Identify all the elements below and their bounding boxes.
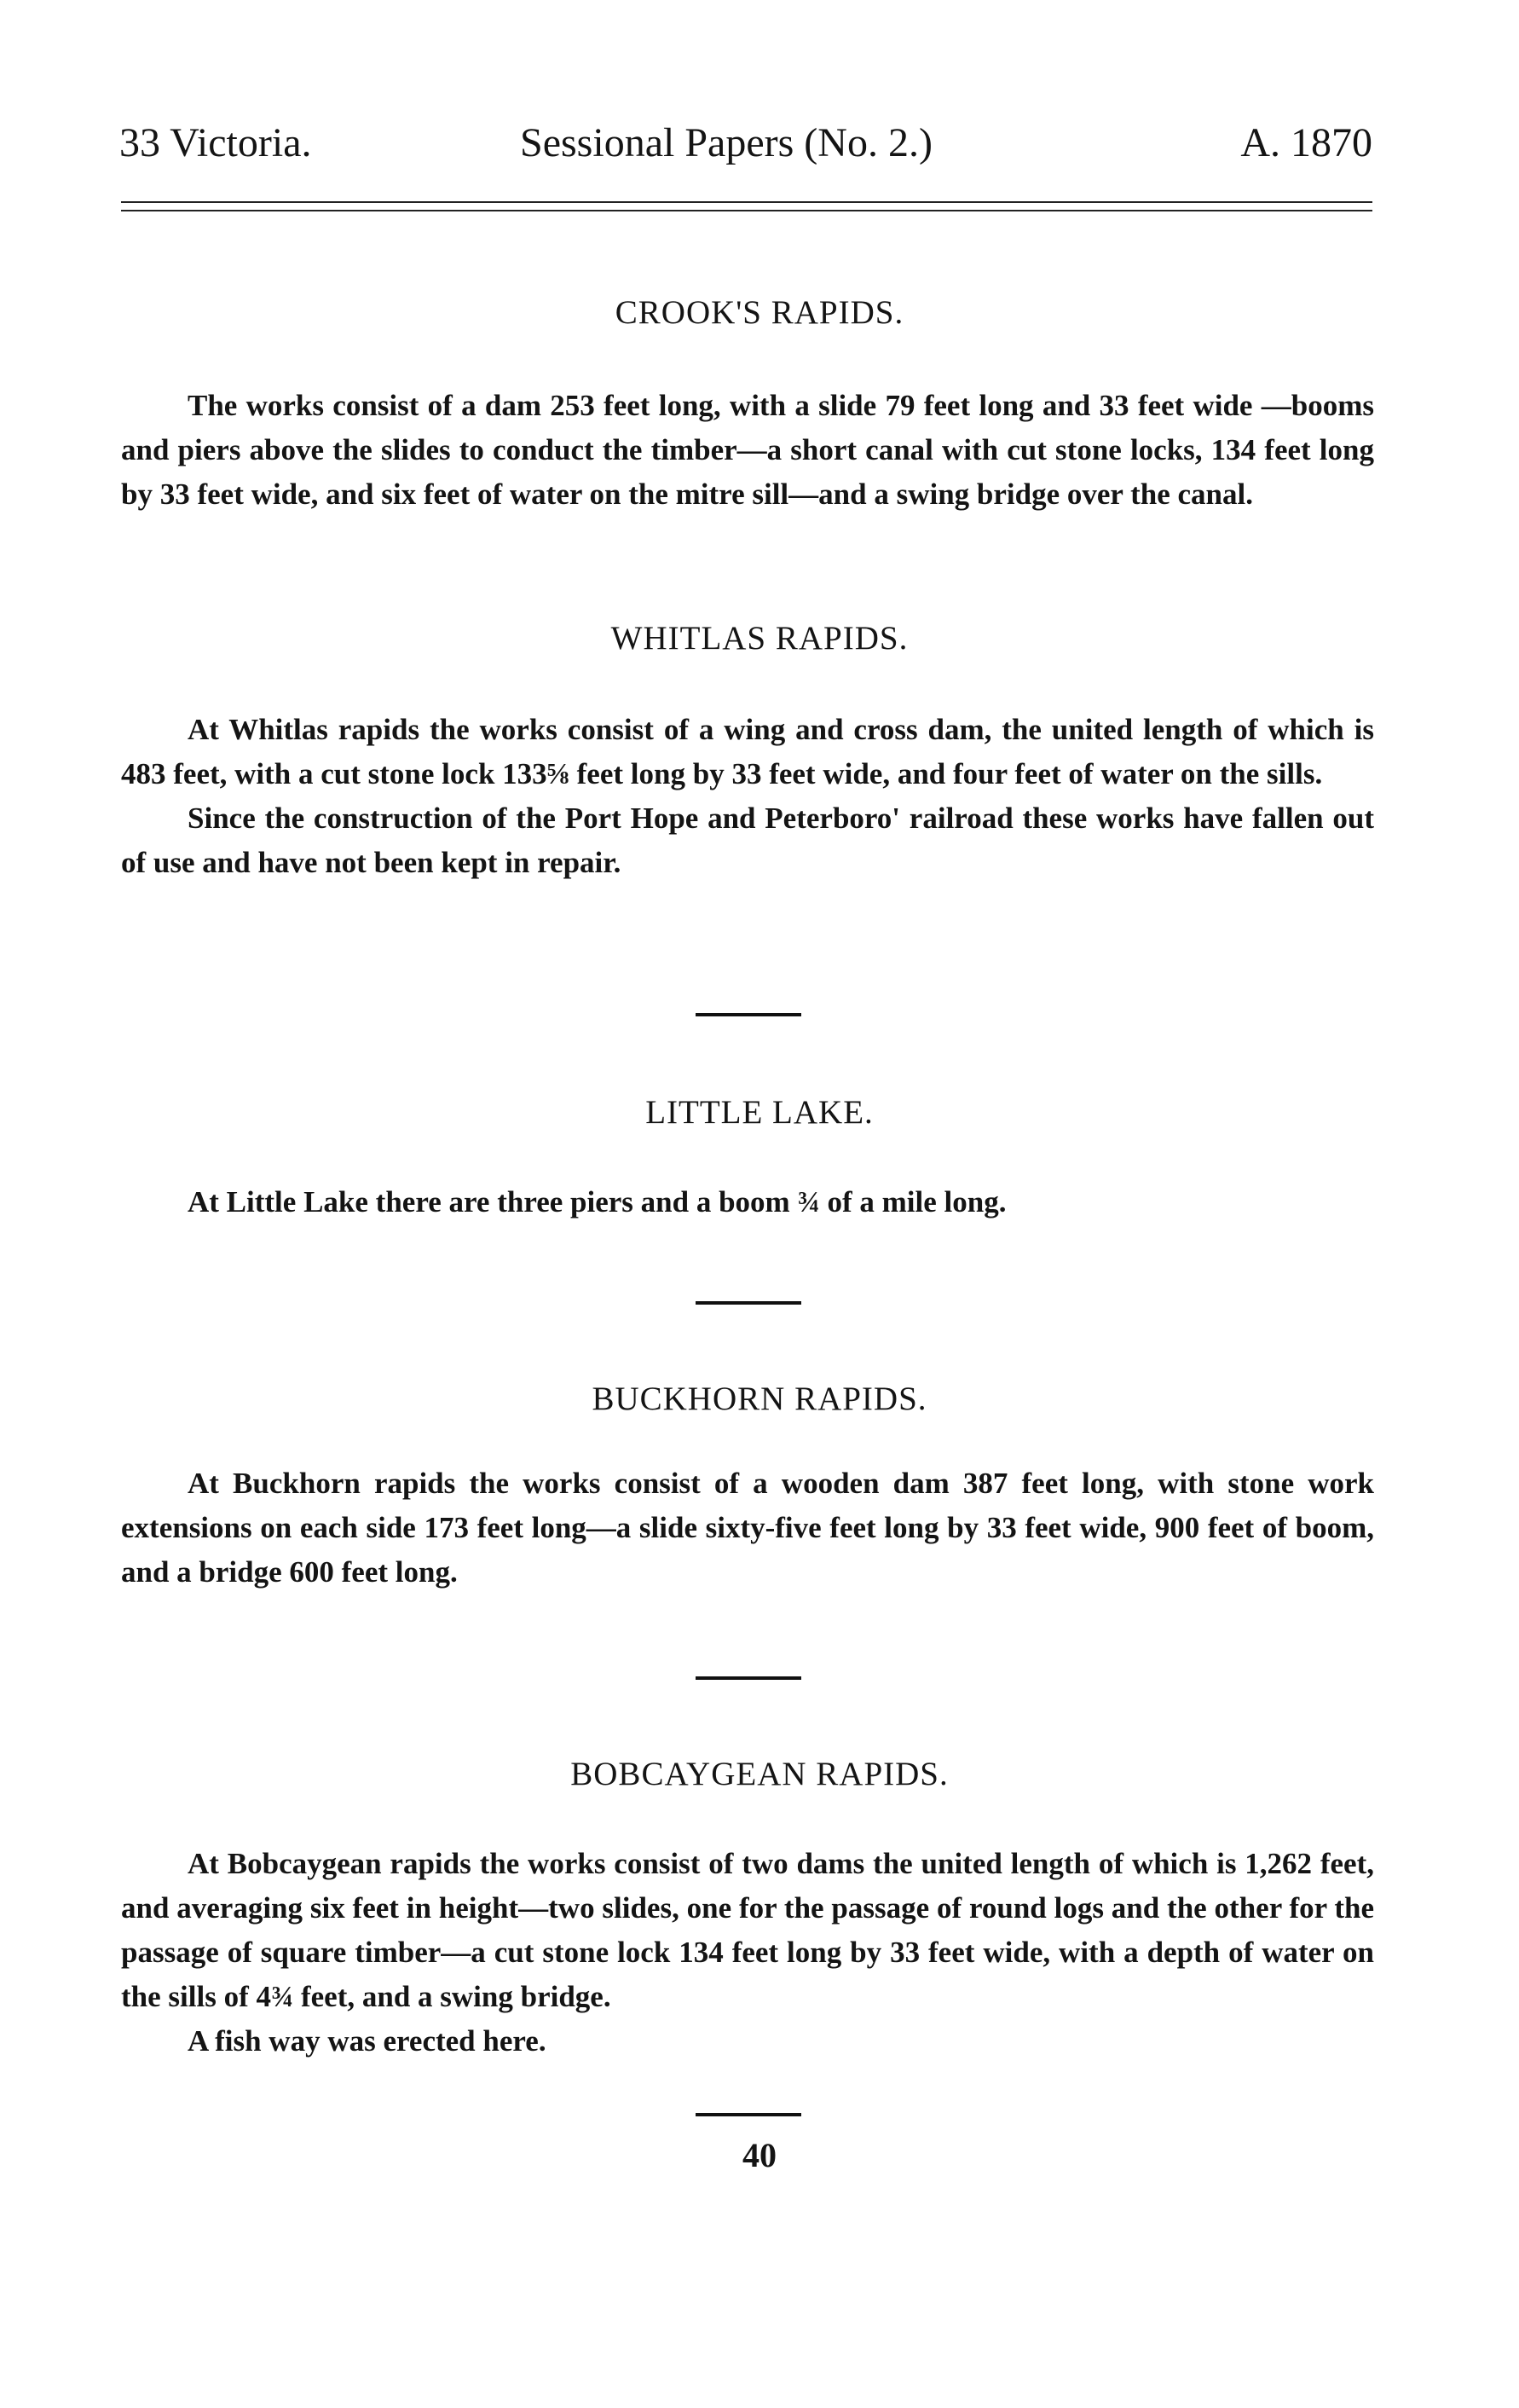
- paragraph: At Little Lake there are three piers and a boom ¾ of a mile long.: [188, 1185, 1007, 1218]
- running-header: [119, 119, 1372, 188]
- header-volume: 33 Victoria.: [119, 120, 312, 165]
- section-body: [121, 1842, 1374, 2064]
- section-separator: [696, 1301, 801, 1305]
- paragraph: At Buckhorn rapids the works consist of a wooden dam 387 feet long, with stone work extensions on each side 173 feet long—a slide sixty-five feet long by 33 feet wide, 900 feet of boom, and a bridge 600 feet long.: [121, 1467, 1374, 1589]
- section-heading: BOBCAYGEAN RAPIDS.: [570, 1756, 949, 1792]
- section-body: [121, 708, 1374, 885]
- section-body: [121, 384, 1374, 517]
- header-title: Sessional Papers (No. 2.): [520, 120, 933, 165]
- footer-separator: [696, 2113, 801, 2116]
- paragraph: The works consist of a dam 253 feet long, with a slide 79 feet long and 33 feet wide —booms and piers above the slides to conduct the timber—a short canal with cut stone locks, 134 feet long by 33 feet wide, and six feet of water on the mitre sill—and a swing bridge over the canal.: [121, 389, 1374, 511]
- header-rule-top: [121, 201, 1372, 203]
- paragraph: Since the construction of the Port Hope and Peterboro' railroad these works have fallen out of use and have not been kept in repair.: [121, 802, 1374, 879]
- section-separator: [696, 1676, 801, 1680]
- section-heading: BUCKHORN RAPIDS.: [592, 1381, 927, 1417]
- paragraph: At Bobcaygean rapids the works consist of two dams the united length of which is 1,262 feet, and averaging six feet in height—two slides, one for the passage of round logs and the other for the passage of square timber—a cut stone lock 134 feet long by 33 feet wide, with a depth of water on the sills of 4¾ feet, and a swing bridge.: [121, 1847, 1374, 2013]
- section-separator: [696, 1013, 801, 1016]
- section-heading: CROOK'S RAPIDS.: [615, 294, 904, 331]
- section-heading: LITTLE LAKE.: [645, 1094, 874, 1131]
- section-heading: WHITLAS RAPIDS.: [610, 620, 909, 657]
- section-body: [121, 1180, 1374, 1224]
- section-body: [121, 1462, 1374, 1595]
- header-rule-bottom: [121, 210, 1372, 211]
- page-number: 40: [742, 2136, 777, 2174]
- header-year: A. 1870: [1240, 120, 1372, 165]
- paragraph: At Whitlas rapids the works consist of a wing and cross dam, the united length of which is 483 feet, with a cut stone lock 133⅝ feet long by 33 feet wide, and four feet of water on the sills.: [121, 713, 1374, 790]
- paragraph: A fish way was erected here.: [188, 2024, 546, 2058]
